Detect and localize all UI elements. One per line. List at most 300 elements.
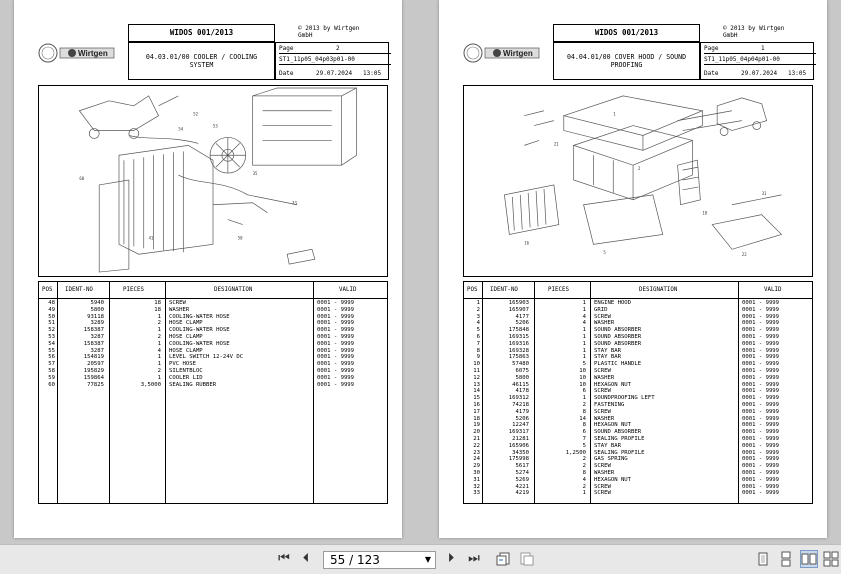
row-valid: 0001 - 9999 bbox=[742, 340, 780, 347]
row-ident: 5800 bbox=[515, 374, 529, 381]
row-valid: 0001 - 9999 bbox=[742, 456, 780, 463]
first-page-icon[interactable]: ⏮ bbox=[278, 551, 290, 566]
row-pieces: 2 bbox=[582, 463, 586, 470]
row-pieces: 4 bbox=[157, 347, 161, 354]
row-ident: 165906 bbox=[508, 442, 529, 449]
row-pos: 30 bbox=[473, 469, 480, 476]
back-icon[interactable] bbox=[495, 551, 511, 567]
row-pos: 22 bbox=[473, 442, 480, 449]
row-pos: 16 bbox=[473, 401, 480, 408]
row-valid: 0001 - 9999 bbox=[317, 333, 355, 340]
col-ident: IDENT-NO bbox=[65, 287, 93, 293]
row-designation: STAY BAR bbox=[594, 442, 621, 449]
row-ident: 169328 bbox=[508, 347, 529, 354]
row-pieces: 1 bbox=[582, 354, 586, 361]
table-header bbox=[464, 282, 812, 299]
parts-table bbox=[463, 281, 813, 504]
row-designation: SCREW bbox=[169, 300, 186, 306]
row-designation: PLASTIC HANDLE bbox=[594, 361, 642, 368]
row-ident: 77825 bbox=[87, 381, 104, 388]
svg-text:22: 22 bbox=[741, 252, 747, 258]
row-valid: 0001 - 9999 bbox=[742, 401, 780, 408]
table-row bbox=[464, 450, 812, 457]
exploded-drawing-cooler bbox=[38, 85, 388, 277]
table-row bbox=[39, 382, 387, 389]
col-pos: POS bbox=[467, 287, 478, 293]
row-designation: SOUND ABSORBER bbox=[594, 340, 642, 347]
row-valid: 0001 - 9999 bbox=[742, 388, 780, 395]
row-pos: 54 bbox=[48, 340, 55, 347]
row-valid: 0001 - 9999 bbox=[317, 347, 355, 354]
row-designation: SEALING PROFILE bbox=[594, 435, 645, 442]
date-label: Date bbox=[279, 70, 294, 77]
row-designation: WASHER bbox=[594, 415, 615, 422]
catalog-title: WIDOS 001/2013 bbox=[553, 24, 700, 42]
row-ident: 5800 bbox=[90, 306, 104, 313]
table-row bbox=[464, 300, 812, 307]
row-valid: 0001 - 9999 bbox=[317, 374, 355, 381]
row-pieces: 1 bbox=[157, 361, 161, 368]
table-row bbox=[464, 429, 812, 436]
row-pieces: 1 bbox=[582, 327, 586, 334]
row-ident: 195829 bbox=[83, 367, 104, 374]
svg-text:2: 2 bbox=[638, 166, 641, 172]
row-pos: 29 bbox=[473, 463, 480, 470]
row-designation: COOLER LID bbox=[169, 374, 203, 381]
row-pos: 3 bbox=[476, 313, 480, 320]
row-valid: 0001 - 9999 bbox=[742, 361, 780, 368]
col-pos: POS bbox=[42, 287, 53, 293]
row-designation: ENGINE HOOD bbox=[594, 300, 632, 306]
row-designation: SOUND ABSORBER bbox=[594, 333, 642, 340]
row-pos: 19 bbox=[473, 422, 480, 429]
row-pieces: 7 bbox=[582, 435, 586, 442]
page-value: 1 bbox=[761, 45, 765, 52]
col-pieces: PIECES bbox=[548, 287, 569, 293]
row-designation: COOLING-WATER HOSE bbox=[169, 340, 230, 347]
meta-box bbox=[700, 42, 814, 80]
row-designation: GAS SPRING bbox=[594, 456, 628, 463]
row-designation: SCREW bbox=[594, 463, 611, 470]
row-designation: SCREW bbox=[594, 408, 611, 415]
row-pieces: 14 bbox=[579, 415, 586, 422]
row-ident: 4177 bbox=[515, 313, 529, 320]
hood-diagram bbox=[464, 86, 812, 276]
row-valid: 0001 - 9999 bbox=[742, 327, 780, 334]
cooler-diagram bbox=[39, 86, 387, 276]
row-pos: 1 bbox=[476, 300, 480, 306]
row-ident: 159864 bbox=[83, 374, 104, 381]
row-pos: 51 bbox=[48, 320, 55, 327]
row-pos: 11 bbox=[473, 367, 480, 374]
row-valid: 0001 - 9999 bbox=[742, 313, 780, 320]
row-designation: SCREW bbox=[594, 367, 611, 374]
parts-table bbox=[38, 281, 388, 504]
row-pieces: 1 bbox=[582, 300, 586, 306]
page-label: Page bbox=[704, 45, 719, 52]
svg-text:41: 41 bbox=[148, 235, 154, 241]
time-value: 13:05 bbox=[363, 70, 382, 77]
row-pos: 10 bbox=[473, 361, 480, 368]
row-designation: COOLING-WATER HOSE bbox=[169, 327, 230, 334]
row-valid: 0001 - 9999 bbox=[742, 354, 780, 361]
svg-text:1: 1 bbox=[613, 111, 616, 117]
row-valid: 0001 - 9999 bbox=[742, 463, 780, 470]
row-designation: SOUND ABSORBER bbox=[594, 327, 642, 334]
document-page-left bbox=[14, 0, 402, 538]
row-ident: 4221 bbox=[515, 483, 529, 490]
row-pos: 15 bbox=[473, 395, 480, 402]
table-row bbox=[464, 436, 812, 443]
row-ident: 20597 bbox=[87, 361, 104, 368]
row-pieces: 2 bbox=[157, 320, 161, 327]
prev-page-icon[interactable]: ⏴ bbox=[302, 551, 310, 566]
table-row bbox=[39, 368, 387, 375]
row-pos: 53 bbox=[48, 333, 55, 340]
row-pos: 18 bbox=[473, 415, 480, 422]
table-row bbox=[39, 348, 387, 355]
row-designation: LEVEL SWITCH 12-24V DC bbox=[169, 354, 244, 361]
row-ident: 5269 bbox=[515, 476, 529, 483]
col-valid: VALID bbox=[764, 287, 782, 293]
row-ident: 158387 bbox=[83, 340, 104, 347]
single-page-icon[interactable] bbox=[755, 551, 771, 567]
row-valid: 0001 - 9999 bbox=[317, 340, 355, 347]
svg-text:60: 60 bbox=[79, 176, 85, 182]
section-subtitle bbox=[128, 42, 275, 80]
row-pos: 57 bbox=[48, 361, 55, 368]
row-ident: 57480 bbox=[512, 361, 529, 368]
row-pieces: 4 bbox=[582, 320, 586, 327]
row-pos: 56 bbox=[48, 354, 55, 361]
row-pieces: 1 bbox=[157, 340, 161, 347]
table-row bbox=[464, 388, 812, 395]
section-subtitle-text: 04.03.01/00 COOLER / COOLING SYSTEM bbox=[145, 53, 258, 69]
table-header bbox=[39, 282, 387, 299]
row-designation: HEXAGON NUT bbox=[594, 381, 632, 388]
row-designation: SCREW bbox=[594, 388, 611, 395]
row-designation: FASTENING bbox=[594, 401, 625, 408]
row-valid: 0001 - 9999 bbox=[317, 313, 355, 320]
row-pos: 55 bbox=[48, 347, 55, 354]
row-ident: 74218 bbox=[512, 401, 529, 408]
table-row bbox=[39, 334, 387, 341]
row-pieces: 10 bbox=[579, 367, 586, 374]
row-valid: 0001 - 9999 bbox=[742, 449, 780, 456]
row-pieces: 8 bbox=[582, 469, 586, 476]
table-row bbox=[464, 307, 812, 314]
row-designation: COOLING-WATER HOSE bbox=[169, 313, 230, 320]
row-pieces: 18 bbox=[154, 306, 161, 313]
table-row bbox=[464, 463, 812, 470]
row-ident: 5940 bbox=[90, 300, 104, 306]
row-pieces: 2 bbox=[582, 456, 586, 463]
table-row bbox=[464, 443, 812, 450]
table-row bbox=[464, 341, 812, 348]
table-row bbox=[464, 354, 812, 361]
table-row bbox=[464, 368, 812, 375]
row-pieces: 4 bbox=[582, 313, 586, 320]
col-ident: IDENT-NO bbox=[490, 287, 518, 293]
row-valid: 0001 - 9999 bbox=[317, 320, 355, 327]
section-subtitle-text: 04.04.01/00 COVER HOOD / SOUND PROOFING bbox=[566, 53, 687, 69]
row-pieces: 1,2500 bbox=[565, 449, 586, 456]
row-valid: 0001 - 9999 bbox=[317, 381, 355, 388]
row-pieces: 10 bbox=[579, 374, 586, 381]
row-ident: 3287 bbox=[90, 347, 104, 354]
row-valid: 0001 - 9999 bbox=[742, 483, 780, 490]
page-value: 2 bbox=[336, 45, 340, 52]
row-designation: SCREW bbox=[594, 490, 611, 497]
exploded-drawing-hood bbox=[463, 85, 813, 277]
svg-text:Wirtgen: Wirtgen bbox=[78, 49, 108, 58]
viewer-toolbar bbox=[0, 544, 841, 574]
svg-text:31: 31 bbox=[761, 190, 767, 196]
row-ident: 175848 bbox=[508, 327, 529, 334]
table-row bbox=[464, 382, 812, 389]
col-pieces: PIECES bbox=[123, 287, 144, 293]
row-designation: STAY BAR bbox=[594, 354, 621, 361]
table-body bbox=[39, 300, 387, 388]
row-pieces: 1 bbox=[582, 306, 586, 313]
row-pos: 49 bbox=[48, 306, 55, 313]
row-pos: 2 bbox=[476, 306, 480, 313]
drawing-code: ST1_11p05_04p04p01-00 bbox=[704, 56, 780, 63]
table-row bbox=[464, 402, 812, 409]
table-row bbox=[39, 327, 387, 334]
two-page-continuous-icon[interactable] bbox=[823, 551, 839, 567]
row-valid: 0001 - 9999 bbox=[742, 333, 780, 340]
row-pos: 6 bbox=[476, 333, 480, 340]
catalog-title: WIDOS 001/2013 bbox=[128, 24, 275, 42]
row-pieces: 1 bbox=[582, 490, 586, 497]
row-valid: 0001 - 9999 bbox=[742, 408, 780, 415]
row-ident: 4219 bbox=[515, 490, 529, 497]
row-pos: 17 bbox=[473, 408, 480, 415]
next-page-icon[interactable]: ⏵ bbox=[447, 551, 455, 566]
table-row bbox=[464, 348, 812, 355]
row-pieces: 6 bbox=[582, 388, 586, 395]
row-designation: SEALING RUBBER bbox=[169, 381, 217, 388]
date-value: 29.07.2024 bbox=[741, 70, 778, 77]
row-ident: 93118 bbox=[87, 313, 104, 320]
row-ident: 169316 bbox=[508, 340, 529, 347]
table-row bbox=[464, 456, 812, 463]
row-pos: 14 bbox=[473, 388, 480, 395]
row-pieces: 3,5000 bbox=[140, 381, 161, 388]
table-row bbox=[464, 409, 812, 416]
table-row bbox=[464, 361, 812, 368]
row-pieces: 1 bbox=[582, 395, 586, 402]
row-valid: 0001 - 9999 bbox=[742, 469, 780, 476]
col-designation: DESIGNATION bbox=[639, 287, 678, 293]
table-body bbox=[464, 300, 812, 497]
page-label: Page bbox=[279, 45, 294, 52]
row-ident: 154819 bbox=[83, 354, 104, 361]
row-pieces: 5 bbox=[582, 442, 586, 449]
table-row bbox=[464, 422, 812, 429]
row-designation: SEALING PROFILE bbox=[594, 449, 645, 456]
row-designation: HOSE CLAMP bbox=[169, 320, 203, 327]
row-valid: 0001 - 9999 bbox=[742, 347, 780, 354]
row-designation: WASHER bbox=[594, 469, 615, 476]
table-row bbox=[464, 375, 812, 382]
page-header bbox=[463, 24, 807, 80]
svg-text:35: 35 bbox=[252, 171, 258, 177]
row-valid: 0001 - 9999 bbox=[742, 367, 780, 374]
row-ident: 5206 bbox=[515, 320, 529, 327]
table-row bbox=[39, 361, 387, 368]
row-pos: 4 bbox=[476, 320, 480, 327]
time-value: 13:05 bbox=[788, 70, 807, 77]
row-valid: 0001 - 9999 bbox=[742, 442, 780, 449]
row-ident: 5206 bbox=[515, 415, 529, 422]
row-pieces: 2 bbox=[582, 483, 586, 490]
row-ident: 34350 bbox=[512, 449, 529, 456]
row-designation: WASHER bbox=[594, 320, 615, 327]
row-ident: 3289 bbox=[90, 320, 104, 327]
row-valid: 0001 - 9999 bbox=[317, 306, 355, 313]
row-pos: 48 bbox=[48, 300, 55, 306]
row-ident: 169317 bbox=[508, 429, 529, 436]
page-number-select[interactable] bbox=[323, 551, 436, 569]
table-row bbox=[464, 490, 812, 497]
row-ident: 165903 bbox=[508, 300, 529, 306]
row-pieces: 1 bbox=[157, 374, 161, 381]
row-valid: 0001 - 9999 bbox=[317, 367, 355, 374]
row-pos: 12 bbox=[473, 374, 480, 381]
svg-text:18: 18 bbox=[702, 210, 708, 216]
row-designation: HEXAGON NUT bbox=[594, 476, 632, 483]
col-designation: DESIGNATION bbox=[214, 287, 253, 293]
row-pos: 13 bbox=[473, 381, 480, 388]
row-pos: 20 bbox=[473, 429, 480, 436]
row-pieces: 8 bbox=[582, 422, 586, 429]
row-valid: 0001 - 9999 bbox=[742, 490, 780, 497]
row-designation: SOUND ABSORBER bbox=[594, 429, 642, 436]
row-valid: 0001 - 9999 bbox=[742, 415, 780, 422]
forward-icon[interactable] bbox=[519, 551, 535, 567]
row-ident: 165907 bbox=[508, 306, 529, 313]
row-ident: 175998 bbox=[508, 456, 529, 463]
row-pieces: 18 bbox=[154, 300, 161, 306]
row-pos: 9 bbox=[476, 354, 480, 361]
section-subtitle bbox=[553, 42, 700, 80]
svg-text:Wirtgen: Wirtgen bbox=[503, 49, 533, 58]
table-row bbox=[39, 320, 387, 327]
wirtgen-logo bbox=[463, 40, 541, 66]
row-pieces: 1 bbox=[582, 340, 586, 347]
row-valid: 0001 - 9999 bbox=[742, 300, 780, 306]
row-valid: 0001 - 9999 bbox=[742, 476, 780, 483]
row-designation: SCREW bbox=[594, 483, 611, 490]
row-pos: 8 bbox=[476, 347, 480, 354]
row-pos: 60 bbox=[48, 381, 55, 388]
two-page-icon[interactable] bbox=[801, 551, 817, 567]
table-row bbox=[39, 314, 387, 321]
row-pieces: 1 bbox=[582, 347, 586, 354]
table-row bbox=[464, 327, 812, 334]
row-valid: 0001 - 9999 bbox=[317, 300, 355, 306]
row-pieces: 6 bbox=[582, 429, 586, 436]
row-designation: HEXAGON NUT bbox=[594, 422, 632, 429]
table-row bbox=[39, 300, 387, 307]
svg-text:33: 33 bbox=[292, 200, 297, 206]
row-designation: SOUNDPROOFING LEFT bbox=[594, 395, 655, 402]
row-pos: 32 bbox=[473, 483, 480, 490]
svg-text:21: 21 bbox=[553, 141, 559, 147]
row-pos: 21 bbox=[473, 435, 480, 442]
row-ident: 6075 bbox=[515, 367, 529, 374]
row-pieces: 1 bbox=[582, 333, 586, 340]
row-pos: 59 bbox=[48, 374, 55, 381]
copyright: © 2013 by Wirtgen GmbH bbox=[298, 25, 360, 39]
svg-text:5: 5 bbox=[603, 250, 606, 256]
copyright: © 2013 by Wirtgen GmbH bbox=[723, 25, 785, 39]
row-pieces: 2 bbox=[582, 401, 586, 408]
svg-text:16: 16 bbox=[524, 240, 529, 246]
row-valid: 0001 - 9999 bbox=[742, 395, 780, 402]
date-label: Date bbox=[704, 70, 719, 77]
table-row bbox=[39, 354, 387, 361]
row-pos: 23 bbox=[473, 449, 480, 456]
row-valid: 0001 - 9999 bbox=[742, 429, 780, 436]
row-valid: 0001 - 9999 bbox=[317, 361, 355, 368]
row-ident: 175863 bbox=[508, 354, 529, 361]
col-valid: VALID bbox=[339, 287, 357, 293]
row-pieces: 8 bbox=[582, 408, 586, 415]
date-value: 29.07.2024 bbox=[316, 70, 353, 77]
row-valid: 0001 - 9999 bbox=[742, 422, 780, 429]
last-page-icon[interactable]: ⏭ bbox=[468, 551, 480, 566]
row-designation: STAY BAR bbox=[594, 347, 621, 354]
row-pos: 58 bbox=[48, 367, 55, 374]
page-header bbox=[38, 24, 382, 80]
row-pieces: 10 bbox=[579, 381, 586, 388]
row-designation: HOSE CLAMP bbox=[169, 347, 203, 354]
table-row bbox=[464, 470, 812, 477]
row-valid: 0001 - 9999 bbox=[742, 435, 780, 442]
row-ident: 3287 bbox=[90, 333, 104, 340]
row-valid: 0001 - 9999 bbox=[742, 306, 780, 313]
row-pos: 33 bbox=[473, 490, 480, 497]
row-ident: 5617 bbox=[515, 463, 529, 470]
row-pieces: 1 bbox=[157, 354, 161, 361]
row-ident: 158387 bbox=[83, 327, 104, 334]
continuous-icon[interactable] bbox=[778, 551, 794, 567]
row-pos: 7 bbox=[476, 340, 480, 347]
table-row bbox=[464, 334, 812, 341]
table-row bbox=[39, 307, 387, 314]
row-valid: 0001 - 9999 bbox=[317, 327, 355, 334]
row-pieces: 5 bbox=[582, 361, 586, 368]
row-pos: 24 bbox=[473, 456, 480, 463]
chevron-down-icon: ▼ bbox=[424, 555, 431, 564]
row-ident: 5274 bbox=[515, 469, 529, 476]
row-designation: WASHER bbox=[594, 374, 615, 381]
row-pieces: 1 bbox=[157, 313, 161, 320]
row-ident: 169315 bbox=[508, 333, 529, 340]
table-row bbox=[464, 477, 812, 484]
svg-text:53: 53 bbox=[212, 123, 218, 129]
row-ident: 46115 bbox=[512, 381, 529, 388]
wirtgen-logo bbox=[38, 40, 116, 66]
row-valid: 0001 - 9999 bbox=[742, 374, 780, 381]
table-row bbox=[464, 320, 812, 327]
row-pieces: 1 bbox=[157, 327, 161, 334]
row-pieces: 2 bbox=[157, 367, 161, 374]
row-designation: HOSE CLAMP bbox=[169, 333, 203, 340]
